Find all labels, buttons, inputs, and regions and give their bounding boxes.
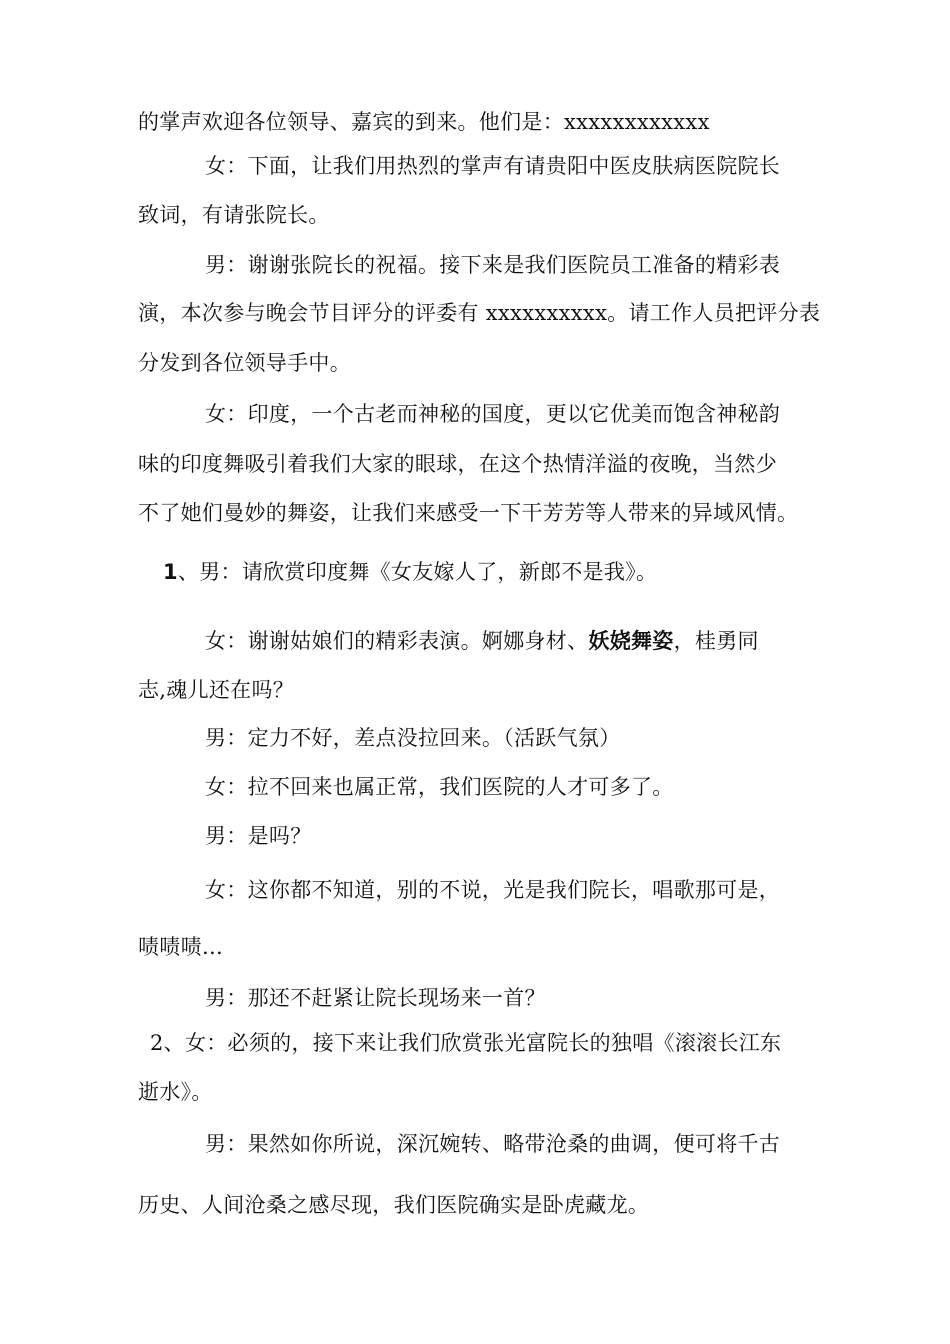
paragraph-line: 男：定力不好，差点没拉回来。（活跃气氛） (205, 726, 621, 750)
paragraph-line: 女：印度，一个古老而神秘的国度，更以它优美而饱含神秘韵 (205, 402, 781, 426)
paragraph-line: 逝水》。 (138, 1080, 213, 1104)
paragraph-line: 男：谢谢张院长的祝福。接下来是我们医院员工准备的精彩表 (205, 253, 781, 277)
paragraph-line: 志,魂儿还在吗？ (138, 678, 295, 702)
paragraph-line: 男：果然如你所说，深沉婉转、略带沧桑的曲调，便可将千古 (205, 1132, 781, 1156)
paragraph-line: 致词，有请张院长。 (138, 203, 330, 227)
paragraph-text: ，桂勇同 (673, 629, 759, 653)
paragraph-line: 男：是吗？ (205, 824, 312, 848)
paragraph-line: 不了她们曼妙的舞姿，让我们来感受一下干芳芳等人带来的异域风情。 (138, 501, 799, 525)
paragraph-line: 的掌声欢迎各位领导、嘉宾的到来。他们是：xxxxxxxxxxxx (138, 110, 710, 134)
paragraph-line: 啧啧啧… (138, 935, 224, 959)
paragraph-line: 味的印度舞吸引着我们大家的眼球，在这个热情洋溢的夜晚，当然少 (138, 452, 777, 476)
bold-phrase: 妖娆舞姿 (588, 629, 674, 653)
paragraph-line: 分发到各位领导手中。 (138, 351, 351, 375)
paragraph-line (205, 626, 759, 656)
paragraph-line: 演，本次参与晚会节目评分的评委有 xxxxxxxxxx。请工作人员把评分表 (138, 301, 821, 325)
list-item-1 (163, 557, 657, 587)
paragraph-text: 女：谢谢姑娘们的精彩表演。婀娜身材、 (205, 629, 589, 653)
list-item-text: 、男：请欣赏印度舞《女友嫁人了，新郎不是我》。 (177, 560, 658, 584)
paragraph-line: 女：下面，让我们用热烈的掌声有请贵阳中医皮肤病医院院长 (205, 154, 781, 178)
paragraph-line: 男：那还不赶紧让院长现场来一首？ (205, 986, 546, 1010)
paragraph-line: 女：这你都不知道，别的不说，光是我们院长，唱歌那可是， (205, 878, 781, 902)
list-item-2: 2、女：必须的，接下来让我们欣赏张光富院长的独唱《滚滚长江东 (150, 1031, 782, 1055)
paragraph-line: 女：拉不回来也属正常，我们医院的人才可多了。 (205, 775, 674, 799)
list-item-number: 1 (163, 560, 178, 584)
paragraph-line: 历史、人间沧桑之感尽现，我们医院确实是卧虎藏龙。 (138, 1193, 650, 1217)
